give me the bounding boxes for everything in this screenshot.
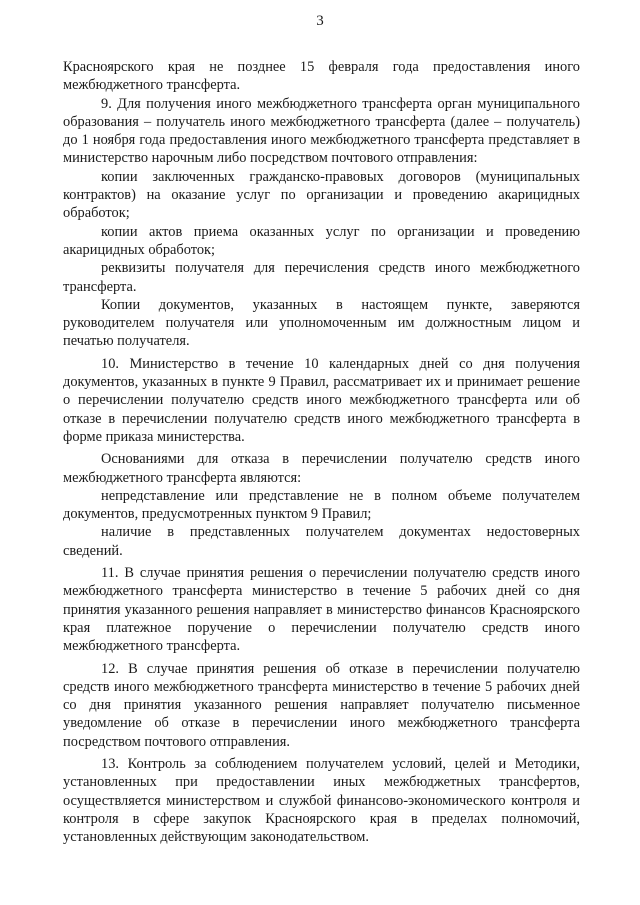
paragraph: копии заключенных гражданско-правовых договоров (муниципальных контрактов) на оказание услуг по организации и проведению акарицидных обработок;: [63, 168, 580, 222]
paragraph: реквизиты получателя для перечисления средств иного межбюджетного трансферта.: [63, 260, 580, 295]
paragraph: 10. Министерство в течение 10 календарных дней со дня получения документов, указанных в пункте 9 Правил, рассматривает их и принимает решение о перечислении получателю средств иного межбюджетного трансферта или об отказе в перечислении получателю средств иного межбюджетного трансферта в форме приказа министерства.: [63, 355, 580, 445]
paragraph: 11. В случае принятия решения о перечислении получателю средств иного межбюджетного трансферта министерство в течение 5 рабочих дней со дня принятия указанного решения направляет в министерство финансов Красноярского края платежное поручение о перечислении получателю средств иного межбюджетного трансферта.: [63, 565, 580, 655]
paragraph: непредставление или представление не в полном объеме получателем документов, предусмотренных пунктом 9 Правил;: [63, 487, 580, 523]
paragraph: Основаниями для отказа в перечислении получателю средств иного межбюджетного трансферта являются:: [63, 451, 580, 486]
page-number: 3: [316, 13, 324, 29]
document-body: [63, 58, 580, 846]
paragraph: 13. Контроль за соблюдением получателем условий, целей и Методики, установленных при предоставлении иных межбюджетных трансфертов, осуществляется министерством и службой финансово-экономического контроля и контроля в сфере закупок Красноярского края в пределах полномочий, установленных действующим законодательством.: [63, 755, 580, 846]
paragraph: копии актов приема оказанных услуг по организации и проведению акарицидных обработок;: [63, 223, 580, 258]
paragraph: наличие в представленных получателем документах недостоверных сведений.: [63, 524, 580, 559]
paragraph: Красноярского края не позднее 15 февраля года предоставления иного межбюджетного трансферта.: [63, 59, 580, 94]
paragraph: 9. Для получения иного межбюджетного трансферта орган муниципального образования – получатель иного межбюджетного трансферта (далее – получатель) до 1 ноября года предоставления иного межбюджетного трансферта представляет в министерство нарочным либо посредством почтового отправления:: [63, 95, 580, 167]
paragraph: Копии документов, указанных в настоящем пункте, заверяются руководителем получателя или уполномоченным им должностным лицом и печатью получателя.: [63, 296, 580, 350]
paragraph: 12. В случае принятия решения об отказе в перечислении получателю средств иного межбюджетного трансферта министерство в течение 5 рабочих дней со дня принятия указанного решения направляет получателю письменное уведомление об отказе в перечислении иного межбюджетного трансферта посредством почтового отправления.: [63, 660, 580, 750]
